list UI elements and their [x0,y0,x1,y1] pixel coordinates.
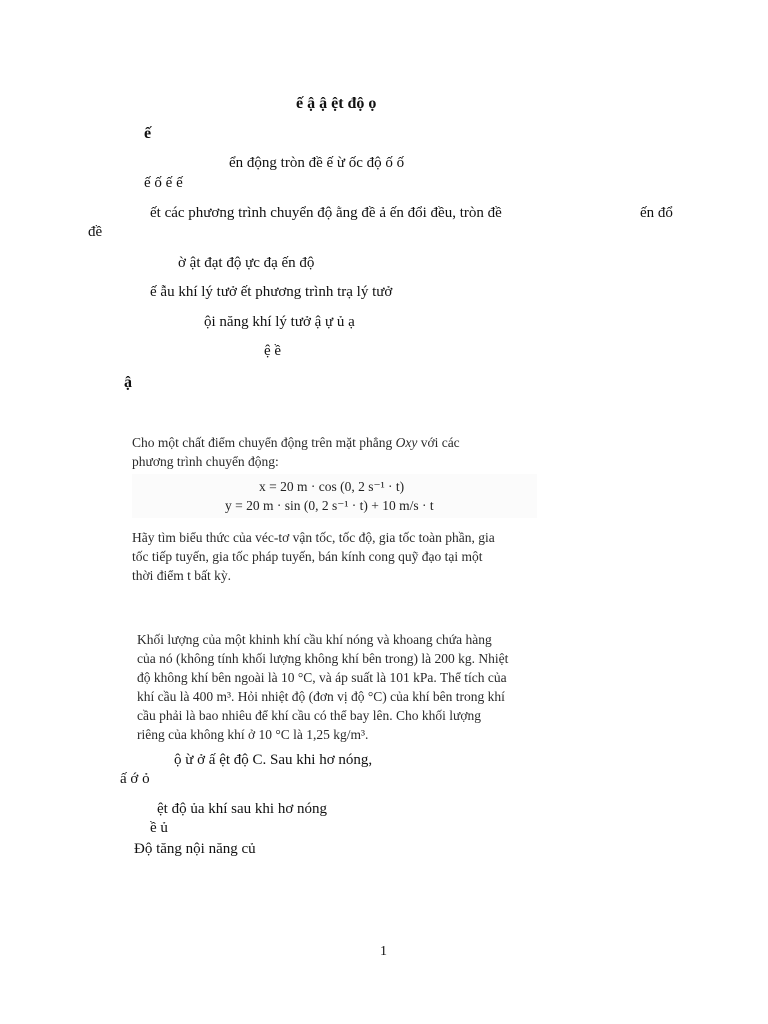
text-line: ế ố ế ế [144,175,183,191]
section-heading: ậ [124,374,132,391]
problem-1-question: thời điểm t bất kỳ. [132,568,232,583]
problem-2-line: riêng của không khí ở 10 °C là 1,25 kg/m³. [137,727,369,742]
problem-1-intro-line2: phương trình chuyển động: [132,454,279,469]
problem-1-question: Hãy tìm biểu thức của véc-tơ vận tốc, tốc độ, gia tốc toàn phần, gia [132,530,495,545]
problem-3-line: ấ ớ ỏ [120,771,150,787]
problem-2-line: cầu phải là bao nhiêu để khí cầu có thể bay lên. Cho khối lượng [137,708,481,723]
equation-y: y = 20 m · sin (0, 2 s⁻¹ · t) + 10 m/s · t [225,498,434,513]
section-heading: ế [144,125,152,142]
text-line: đề [88,224,103,240]
document-title: ế ậ ậ ệt độ ọ [296,95,377,112]
text-line: ển động tròn đề ế ừ ốc độ ố ố [229,155,405,171]
text-line: ến đổ [640,205,673,221]
text-line: ết các phương trình chuyển độ ằng đề ả ến đổi đều, tròn đề [150,205,502,221]
text-line: ờ ật đạt độ ực đạ ến độ [178,255,315,271]
problem-3-line: ệt độ ủa khí sau khi hơ nóng [157,801,327,817]
page-number: 1 [380,944,387,959]
problem-3-line: ộ ừ ở ấ ệt độ C. Sau khi hơ nóng, [174,752,373,768]
text-line: ội năng khí lý tưở ậ ự ủ ạ [204,314,355,330]
problem-2-line: Khối lượng của một khinh khí cầu khí nóng và khoang chứa hàng [137,632,492,647]
problem-1-intro: Cho một chất điểm chuyển động trên mặt phẳng Oxy với các [132,435,460,450]
problem-2-line: khí cầu là 400 m³. Hỏi nhiệt độ (đơn vị độ °C) của khí bên trong khí [137,689,505,704]
text-line: ế ẫu khí lý tưở ết phương trình trạ lý tưở [150,284,393,300]
text-line: ệ ề [264,343,282,359]
problem-2-line: của nó (không tính khối lượng không khí bên trong) là 200 kg. Nhiệt [137,651,509,666]
problem-3-line: ề ủ [150,820,168,836]
equation-x: x = 20 m · cos (0, 2 s⁻¹ · t) [259,479,405,494]
problem-2-line: độ không khí bên ngoài là 10 °C, và áp suất là 101 kPa. Thể tích của [137,670,507,685]
problem-3-line: Độ tăng nội năng củ [134,841,256,857]
problem-1-question: tốc tiếp tuyến, gia tốc pháp tuyến, bán kính cong quỹ đạo tại một [132,549,483,564]
